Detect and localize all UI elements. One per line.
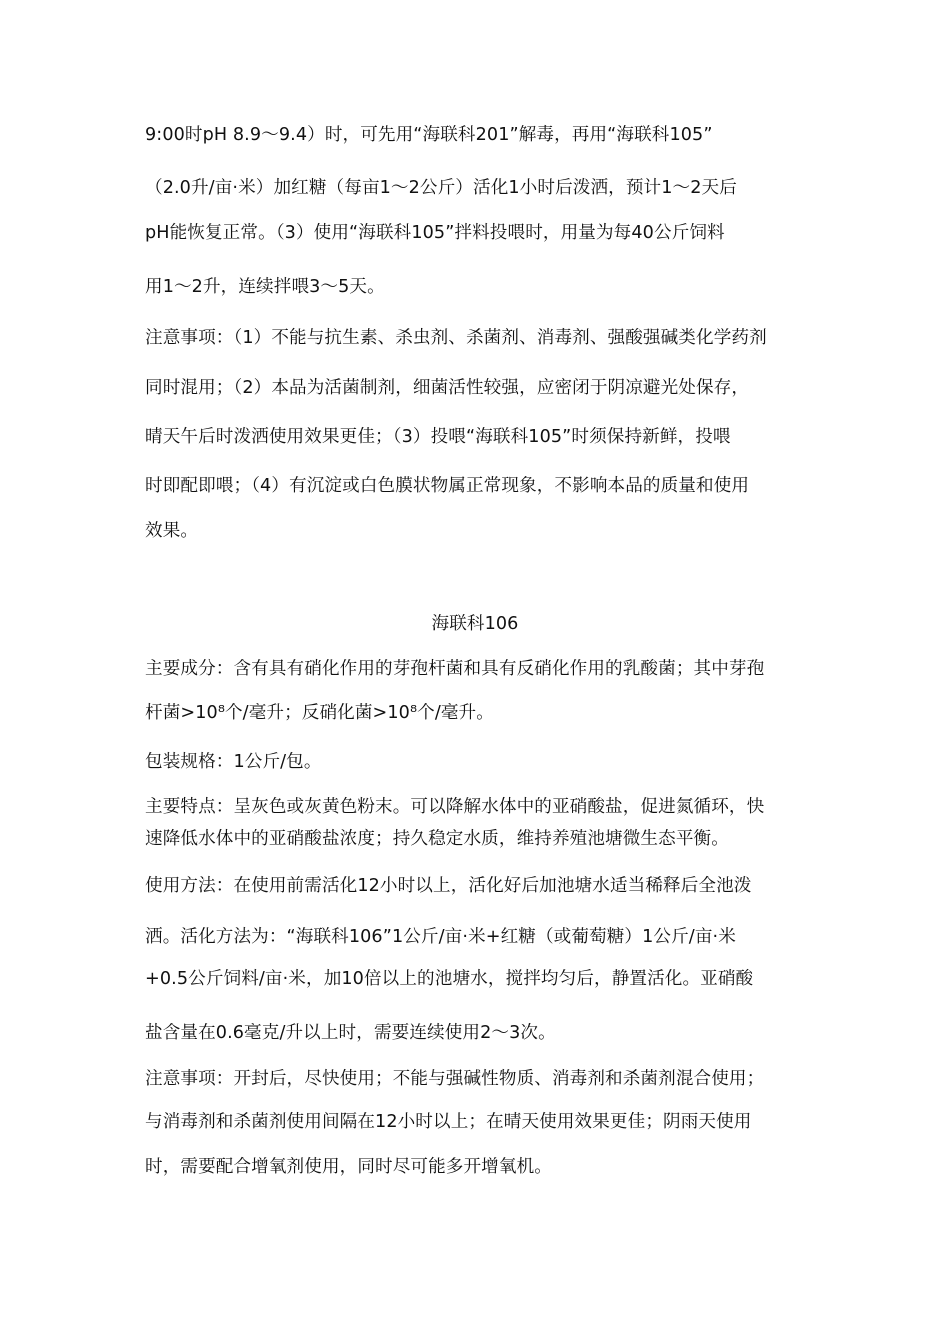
text-line: 速降低水体中的亚硝酸盐浓度；持久稳定水质，维持养殖池塘微生态平衡。 xyxy=(145,829,729,849)
text-line: 晴天午后时泼洒使用效果更佳；（3）投喂“海联科105”时须保持新鲜，投喂 xyxy=(145,427,731,447)
text-line: 包装规格：1公斤/包。 xyxy=(145,752,322,772)
text-line: 时，需要配合增氧剂使用，同时尽可能多开增氧机。 xyxy=(145,1157,552,1177)
text-line: 时即配即喂；（4）有沉淀或白色膜状物属正常现象，不影响本品的质量和使用 xyxy=(145,476,750,496)
text-line: 洒。活化方法为：“海联科106”1公斤/亩·米+红糖（或葡萄糖）1公斤/亩·米 xyxy=(145,927,736,947)
section-title: 海联科106 xyxy=(431,614,519,634)
text-line: 与消毒剂和杀菌剂使用间隔在12小时以上；在晴天使用效果更佳；阴雨天使用 xyxy=(145,1112,752,1132)
text-line: 9:00时pH 8.9～9.4）时，可先用“海联科201”解毒，再用“海联科105” xyxy=(145,125,713,145)
text-line: 注意事项：（1）不能与抗生素、杀虫剂、杀菌剂、消毒剂、强酸强碱类化学药剂 xyxy=(145,328,767,348)
text-line: 主要成分：含有具有硝化作用的芽孢杆菌和具有反硝化作用的乳酸菌；其中芽孢 xyxy=(145,659,765,679)
text-line: 效果。 xyxy=(145,521,199,541)
text-line: 杆菌>10⁸个/毫升；反硝化菌>10⁸个/毫升。 xyxy=(145,703,494,723)
text-line: 主要特点：呈灰色或灰黄色粉末。可以降解水体中的亚硝酸盐，促进氮循环，快 xyxy=(145,797,765,817)
text-line: 盐含量在0.6毫克/升以上时，需要连续使用2～3次。 xyxy=(145,1023,556,1043)
text-line: 使用方法：在使用前需活化12小时以上，活化好后加池塘水适当稀释后全池泼 xyxy=(145,876,752,896)
text-line: +0.5公斤饲料/亩·米，加10倍以上的池塘水，搅拌均匀后，静置活化。亚硝酸 xyxy=(145,969,754,989)
text-line: 用1～2升，连续拌喂3～5天。 xyxy=(145,277,385,297)
text-line: （2.0升/亩·米）加红糖（每亩1～2公斤）活化1小时后泼洒，预计1～2天后 xyxy=(145,178,737,198)
text-line: 同时混用；（2）本品为活菌制剂，细菌活性较强，应密闭于阴凉避光处保存， xyxy=(145,378,750,398)
text-line: pH能恢复正常。（3）使用“海联科105”拌料投喂时，用量为每40公斤饲料 xyxy=(145,223,725,243)
text-line: 注意事项：开封后，尽快使用；不能与强碱性物质、消毒剂和杀菌剂混合使用； xyxy=(145,1069,765,1089)
